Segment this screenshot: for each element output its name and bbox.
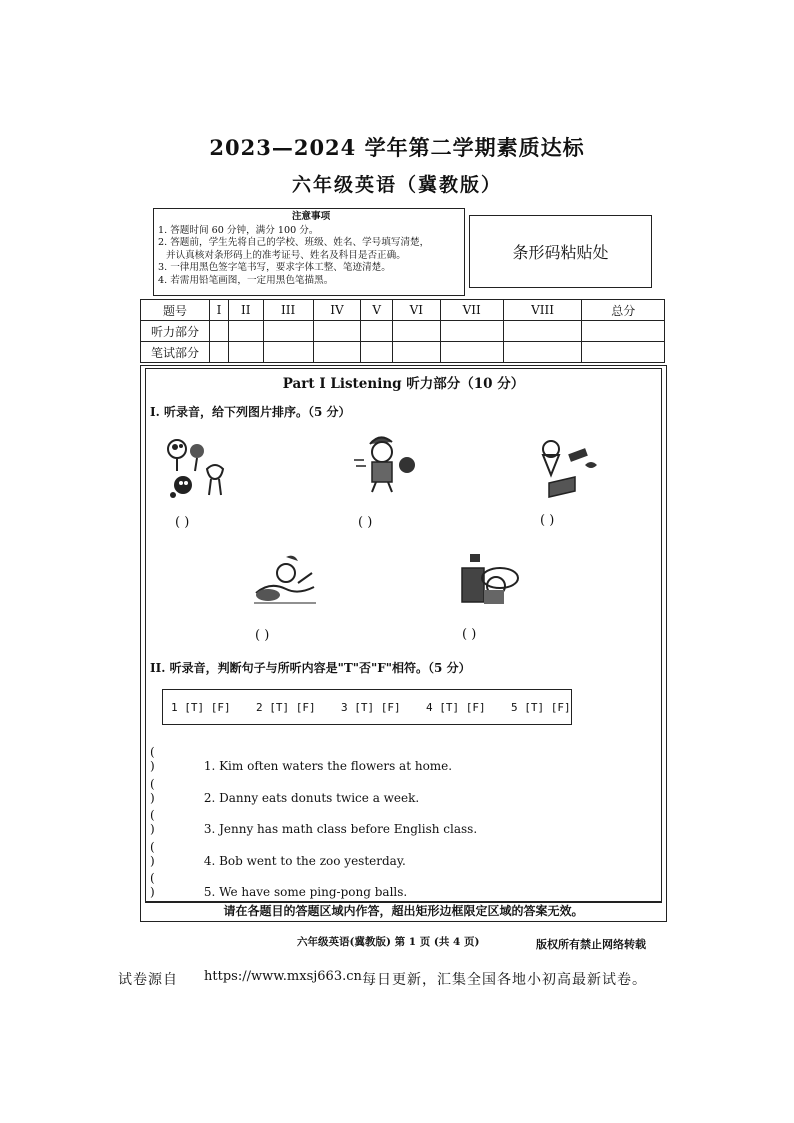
score-cell[interactable]	[210, 342, 229, 363]
q-close: )	[150, 854, 155, 868]
score-cell[interactable]	[313, 342, 360, 363]
notice-item: 2. 答题前，学生先将自己的学校、班级、姓名、学号填写清楚，	[158, 237, 430, 249]
question-5	[150, 871, 407, 899]
answer-blank[interactable]: ( )	[255, 628, 270, 643]
q-close: )	[150, 759, 155, 773]
score-header-row	[141, 300, 665, 321]
q-open: (	[150, 777, 155, 791]
q-open: (	[150, 808, 155, 822]
q-close: )	[150, 822, 155, 836]
picture-vegetables	[163, 435, 233, 500]
score-row-label: 笔试部分	[141, 342, 210, 363]
score-header-cell: VII	[440, 300, 503, 321]
question-text: 2. Danny eats donuts twice a week.	[203, 791, 420, 805]
question-text: 1. Kim often waters the flowers at home.	[203, 759, 453, 773]
tf-answer-box	[162, 689, 572, 725]
answer-blank[interactable]: ( )	[175, 515, 190, 530]
score-cell[interactable]	[503, 321, 582, 342]
score-cell[interactable]	[440, 321, 503, 342]
tf-option[interactable]: 2 [T] [F]	[256, 701, 316, 714]
score-table	[140, 299, 665, 363]
tf-option[interactable]: 4 [T] [F]	[426, 701, 486, 714]
tf-option[interactable]: 3 [T] [F]	[341, 701, 401, 714]
picture-ice-cream-cake	[535, 437, 605, 502]
score-header-cell: VI	[393, 300, 440, 321]
exam-title: 2023—2024 学年第二学期素质达标	[209, 135, 585, 160]
score-cell[interactable]	[228, 321, 263, 342]
question-text: 5. We have some ping-pong balls.	[203, 885, 408, 899]
score-header-cell: II	[228, 300, 263, 321]
section2-title: II. 听录音，判断句子与所听内容是"T"否"F"相符。（5 分）	[150, 661, 471, 675]
source-url[interactable]: https://www.mxsj663.cn	[204, 969, 362, 984]
barcode-area	[469, 215, 652, 288]
score-cell[interactable]	[263, 342, 313, 363]
notice-title: 注意事项	[291, 211, 331, 222]
score-cell[interactable]	[440, 342, 503, 363]
score-row-listening	[141, 321, 665, 342]
notice-box	[153, 208, 465, 296]
q-open: (	[150, 745, 155, 759]
answer-area-warning: 请在各题目的答题区域内作答，超出矩形边框限定区域的答案无效。	[145, 902, 662, 920]
score-header-cell: 总分	[582, 300, 665, 321]
question-text: 4. Bob went to the zoo yesterday.	[203, 854, 406, 868]
question-text: 3. Jenny has math class before English class.	[203, 822, 478, 836]
score-cell[interactable]	[361, 342, 393, 363]
exam-subtitle: 六年级英语（冀教版）	[291, 174, 502, 196]
copyright-note: 版权所有禁止网络转载	[536, 938, 646, 951]
picture-fallen-boy	[250, 553, 320, 608]
score-row-label: 听力部分	[141, 321, 210, 342]
question-3	[150, 808, 477, 836]
score-cell[interactable]	[228, 342, 263, 363]
score-cell[interactable]	[263, 321, 313, 342]
score-cell[interactable]	[393, 342, 440, 363]
score-cell[interactable]	[582, 321, 665, 342]
score-header-cell: VIII	[503, 300, 582, 321]
score-header-cell: III	[263, 300, 313, 321]
picture-tv-boy	[458, 550, 528, 610]
score-cell[interactable]	[313, 321, 360, 342]
section1-title: I. 听录音，给下列图片排序。（5 分）	[150, 405, 351, 419]
picture-basketball-boy	[352, 430, 422, 495]
part1-title: Part I Listening 听力部分（10 分）	[282, 376, 525, 392]
score-cell[interactable]	[210, 321, 229, 342]
tf-option[interactable]: 1 [T] [F]	[171, 701, 231, 714]
score-cell[interactable]	[503, 342, 582, 363]
q-close: )	[150, 791, 155, 805]
q-close: )	[150, 885, 155, 899]
tf-option[interactable]: 5 [T] [F]	[511, 701, 571, 714]
answer-blank[interactable]: ( )	[358, 515, 373, 530]
barcode-label: 条形码粘贴处	[512, 243, 609, 262]
score-header-cell: IV	[313, 300, 360, 321]
score-header-cell: I	[210, 300, 229, 321]
answer-blank[interactable]: ( )	[462, 627, 477, 642]
notice-item: 并认真核对条形码上的准考证号、姓名及科目是否正确。	[166, 249, 406, 261]
source-label: 试卷源自	[118, 972, 178, 988]
question-2	[150, 777, 419, 805]
notice-item: 4. 若需用铅笔画图，一定用黑色笔描黑。	[158, 274, 334, 286]
q-open: (	[150, 840, 155, 854]
score-header-cell: V	[361, 300, 393, 321]
answer-blank[interactable]: ( )	[540, 513, 555, 528]
question-4	[150, 840, 406, 868]
score-cell[interactable]	[582, 342, 665, 363]
notice-item: 3. 一律用黑色签字笔书写，要求字体工整、笔迹清楚。	[158, 262, 391, 274]
q-open: (	[150, 871, 155, 885]
notice-item: 1. 答题时间 60 分钟，满分 100 分。	[158, 224, 319, 236]
score-row-writing	[141, 342, 665, 363]
question-1	[150, 745, 452, 773]
source-tail: 每日更新，汇集全国各地小初高最新试卷。	[362, 972, 647, 988]
score-header-cell: 题号	[141, 300, 210, 321]
score-cell[interactable]	[361, 321, 393, 342]
score-cell[interactable]	[393, 321, 440, 342]
page-number: 六年级英语(冀教版) 第 1 页 (共 4 页)	[297, 936, 480, 948]
